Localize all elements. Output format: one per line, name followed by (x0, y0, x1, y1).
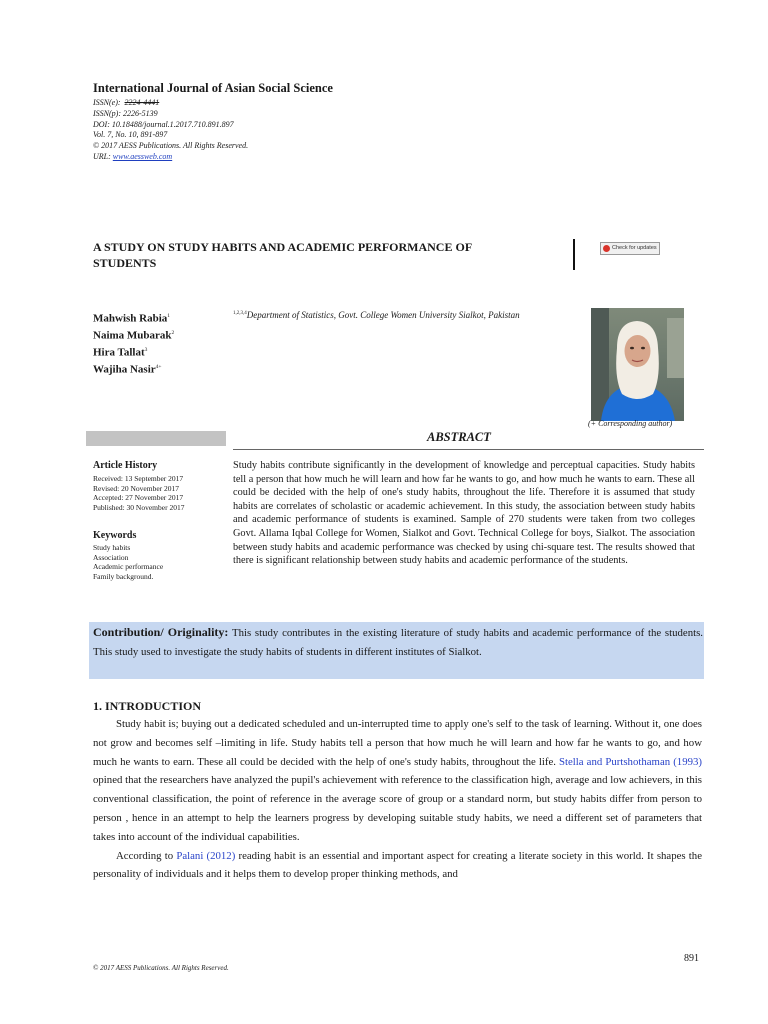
paper-title (93, 239, 568, 271)
abstract-divider (233, 449, 704, 450)
keyword-item: Academic performance (93, 562, 164, 572)
history-received: Received: 13 September 2017 (93, 474, 184, 483)
paper-title-line2: STUDENTS (93, 256, 157, 270)
intro-paragraph-1: Study habit is; buying out a dedicated scheduled and un-interrupted time to apply one's self to the task of learning. Without it, one does not grow and becomes self –limiting in life. Study habits tell a person that how much he will learn and how far he wants to go, and how much he wants to earn. These all could be decided with the help of one's study habits, throughout the life. Stella and Purtshothaman (1993) opined that the researchers have analyzed the pupil's achievement with reference to the classification high, average and low achievers, in this conventional classification, the point of reference in the average score of group or a standard norm, but study habits differ from person to person , hence in an attempt to help the learners progress by developing suitable study habits, we need a different set of parameters that takes into account of the individual capabilities. (93, 718, 702, 843)
check-for-updates-button[interactable] (600, 242, 660, 255)
url-label: URL: (93, 151, 111, 161)
keywords-heading: Keywords (93, 530, 137, 541)
history-published: Published: 30 November 2017 (93, 502, 185, 512)
author-2: Naima Mubarak$^2$ (93, 329, 175, 342)
affiliation: $^{1,2,3,4}$Department of Statistics, Govt. College Women University Sialkot, Pakistan (233, 310, 520, 320)
sidebar-gray-bar (86, 431, 226, 446)
history-accepted: Accepted: 27 November 2017 (93, 493, 184, 503)
article-history-list (93, 474, 184, 512)
corresponding-author-note: (+ Corresponding author) (588, 419, 673, 428)
page-number: 891 (684, 953, 699, 964)
history-revised: Revised: 20 November 2017 (93, 483, 180, 493)
abstract-text: Study habits contribute significantly in the development of knowledge and perceptual capacities. Study habits tell a person that how much he will learn and how far he wants to go, and how much he wants to earn. These all could be decided with the help of one's study habits, throughout the life. Therefore it is assumed that study habits are correlates of scholastic or academic achievement. In this study, the association between study habits and academic performance of students is examined. Sample of 270 students were taken from two colleges Govt. Allama Iqbal College for Women, Sialkot and Govt. Technical College for boys, Sialkot. The association between study habits and academic performance was checked by using chi-square test. The results showed that there is significant relationship between study habits and academic performance of the students. (233, 460, 695, 567)
check-updates-icon (603, 245, 610, 252)
keyword-item: Family background. (93, 571, 154, 581)
journal-url-link[interactable]: www.aessweb.com (112, 151, 173, 161)
issn-e-label: ISSN(e): (93, 98, 121, 107)
keyword-item: Study habits (93, 543, 131, 552)
author-3: Hira Tallat$^3$ (93, 346, 148, 359)
issn-e: 2224-4441 (124, 98, 160, 107)
author-4: Wajiha Nasir$^{4+}$ (93, 364, 162, 377)
citation-link[interactable]: Palani (2012) (176, 849, 236, 862)
introduction-body (93, 715, 702, 884)
issn-p: ISSN(p): 2226-5139 (93, 108, 158, 118)
contribution-text: Contribution/ Originality: This study contributes in the existing literature of study habits and academic performance of the students. This study used to investigate the study habits of students in different institutes of Sialkot. (93, 625, 703, 658)
doi: DOI: 10.18488/journal.1.2017.710.891.897 (93, 119, 234, 129)
author-list (93, 309, 174, 378)
abstract-heading: ABSTRACT (427, 430, 491, 444)
paper-title-line1: A STUDY ON STUDY HABITS AND ACADEMIC PERFORMANCE OF (93, 240, 473, 254)
footer-copyright: © 2017 AESS Publications. All Rights Reserved. (93, 964, 229, 972)
check-updates-label: Check for updates (612, 245, 657, 251)
volume: Vol. 7, No. 10, 891-897 (93, 130, 168, 140)
citation-link[interactable]: Stella and Purtshothaman (1993) (559, 755, 702, 768)
keywords-list (93, 543, 163, 581)
author-1: Mahwish Rabia$^1$ (93, 312, 171, 325)
intro-paragraph-2: According to Palani (2012) reading habit is an essential and important aspect for creating a literate society in this world. It shapes the personality of individuals and it helps them to develop proper thinking methods, and (93, 849, 702, 881)
contribution-label: Contribution/ Originality: (93, 625, 229, 639)
journal-name: International Journal of Asian Social Science (93, 81, 333, 95)
introduction-heading: 1. INTRODUCTION (93, 699, 202, 713)
journal-meta (93, 98, 248, 163)
journal-copyright: © 2017 AESS Publications. All Rights Reserved. (93, 141, 249, 151)
keyword-item: Association (93, 552, 129, 562)
article-history-heading: Article History (93, 460, 158, 471)
author-photo (591, 308, 684, 421)
title-divider (573, 239, 575, 270)
